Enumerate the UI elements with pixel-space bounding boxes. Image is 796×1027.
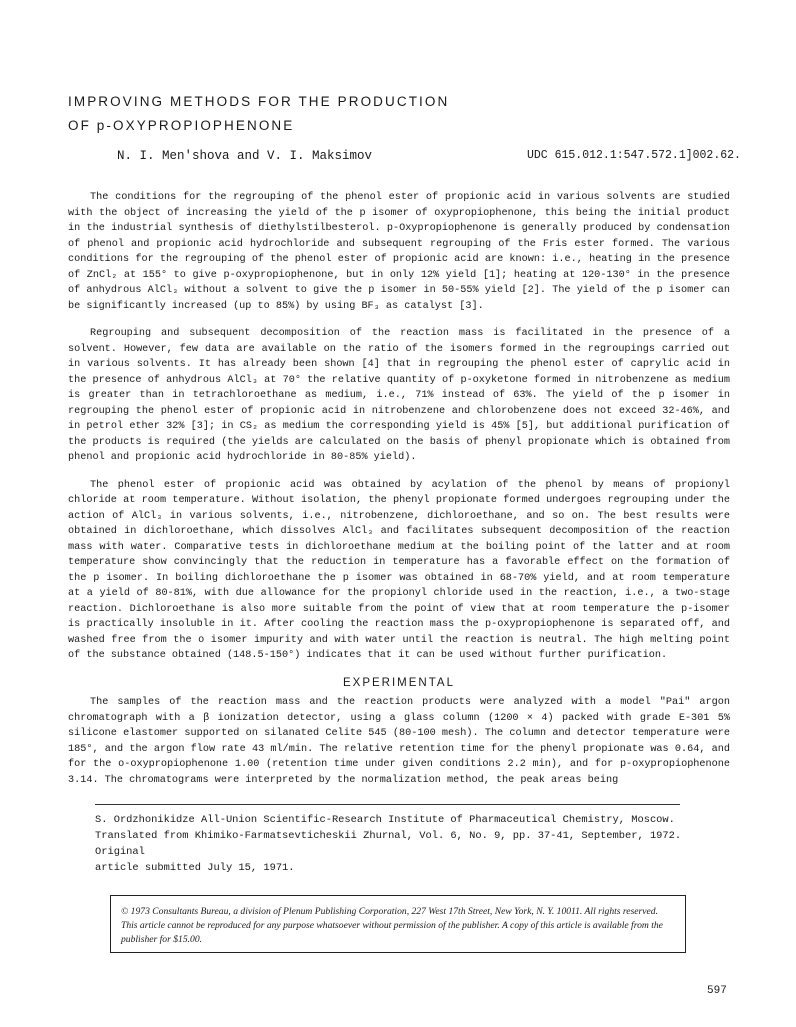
section-heading-experimental: EXPERIMENTAL [343,676,455,689]
title-line-1: IMPROVING METHODS FOR THE PRODUCTION [68,94,450,109]
footnote-translation: Translated from Khimiko-Farmatsevticheskii Zhurnal, Vol. 6, No. 9, pp. 37-41, September, 1972. Original [95,830,682,858]
footnote-divider [95,804,680,805]
page-number: 597 [707,985,727,997]
body-paragraph-2: Regrouping and subsequent decomposition of the reaction mass is facilitated in the presence of a solvent. However, few data are available on the ratio of the isomers formed in the regroupings carried out in various solvents. It has already been shown [4] that in regrouping the phenol ester of caprylic acid in the presence of anhydrous AlCl₃ at 70° the relative quantity of p-oxyketone formed in nitrobenzene as medium is greater than in tetrachloroethane as medium, i.e., 71% instead of 63%. The yield of the p isomer in regrouping the phenol ester of propionic acid in nitrobenzene and chlorobenzene does not exceed 32-46%, and in petrol ether 32% [3]; in CS₂ as medium the corresponding yield is 45% [5], but additional purification of the products is required (the yields are calculated on the basis of phenyl propionate which is obtained from phenol and propionic acid hydrochloride in 80-85% yield). [68,328,730,463]
footnote-submitted: article submitted July 15, 1971. [95,862,295,874]
body-paragraph-3: The phenol ester of propionic acid was obtained by acylation of the phenol by means of propionyl chloride at room temperature. Without isolation, the phenyl propionate formed undergoes regrouping under the action of AlCl₃ in various solvents, i.e., nitrobenzene, dichloroethane, and so on. The best results were obtained in dichloroethane, which dissolves AlCl₃ and facilitates subsequent decomposition of the reaction mass with water. Comparative tests in dichloroethane medium at the boiling point of the latter and at room temperature show convincingly that the reduction in temperature has a favorable effect on the formation of the p isomer. In boiling dichloroethane the p isomer was obtained in 68-70% yield, and at room temperature at a yield of 80-81%, with due allowance for the propionyl chloride used in the reaction, i.e., a two-stage reaction. Dichloroethane is also more suitable from the point of view that at room temperature the p-isomer is practically insoluble in it. After cooling the reaction mass the p-oxypropiophenone is separated off, and washed free from the o isomer impurity and with water until the reaction is neutral. The high melting point of the substance obtained (148.5-150°) indicates that it can be used without further purification. [68,479,730,661]
udc-code: UDC 615.012.1:547.572.1]002.62. [527,149,741,162]
author-line: N. I. Men'shova and V. I. Maksimov [117,149,373,163]
body-paragraph-1: The conditions for the regrouping of the phenol ester of propionic acid in various solvents are studied with the object of increasing the yield of the p isomer of oxypropiophenone, this being the initial product in the industrial synthesis of diethylstilbesterol. p-Oxypropiophenone is generally produced by condensation of phenol and propionic acid hydrochloride and subsequent regrouping of the Fris ester formed. The various conditions for the regrouping of the phenol ester of propionic acid are known: i.e., heating in the presence of ZnCl₂ at 155° to give p-oxypropiophenone, but in only 12% yield [1]; heating at 120-130° in the presence of anhydrous AlCl₃ without a solvent to give the p isomer in 50-55% yield [2]. The yield of the p isomer can be significantly increased (up to 85%) by using BF₃ as catalyst [3]. [68,192,730,312]
article-title [68,90,449,138]
footnote [95,812,725,876]
footnote-affiliation: S. Ordzhonikidze All-Union Scientific-Research Institute of Pharmaceutical Chemistry, Moscow. [95,814,675,826]
experimental-paragraph: The samples of the reaction mass and the reaction products were analyzed with a model "Pai" argon chromatograph with a β ionization detector, using a glass column (1200 × 4) packed with grade E-301 5% silicone elastomer supported on silanated Celite 545 (80-100 mesh). The column and detector temperature were 185°, and the argon flow rate 43 ml/min. The relative retention time for the phenyl propionate was 0.64, and for the o-oxypropiophenone 1.00 (retention time under given conditions 2.2 min), and for p-oxypropiophenone 3.14. The chromatograms were interpreted by the normalization method, the peak areas being [68,697,730,786]
title-line-2: OF p-OXYPROPIOPHENONE [68,118,295,133]
article-body [68,190,730,800]
copyright-notice: © 1973 Consultants Bureau, a division of Plenum Publishing Corporation, 227 West 17th Street, New York, N. Y. 10011. All rights reserved. This article cannot be reproduced for any purpose whatsoever without permission of the publisher. A copy of this article is available from the publisher for $15.00. [110,895,686,953]
